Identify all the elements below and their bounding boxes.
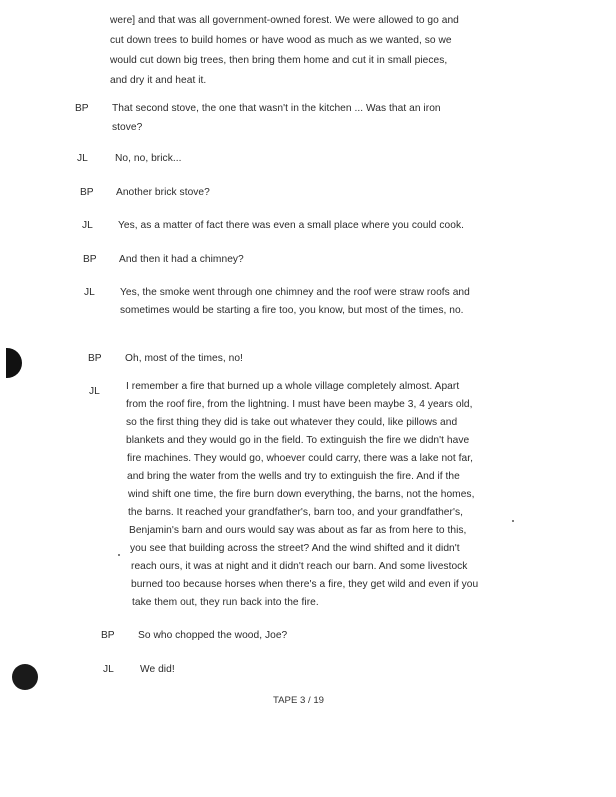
text-line: were] and that was all government-owned forest. We were allowed to go and bbox=[110, 15, 459, 26]
speaker-label: BP bbox=[101, 630, 115, 641]
text-line: blankets and they would go in the field. To extinguish the fire we didn't have bbox=[126, 435, 470, 446]
speaker-label: JL bbox=[77, 153, 88, 164]
text-line: take them out, they run back into the fire. bbox=[132, 597, 319, 608]
speaker-label: JL bbox=[84, 287, 95, 298]
text-line: We did! bbox=[140, 664, 175, 675]
text-line: Yes, the smoke went through one chimney and the roof were straw roofs and bbox=[120, 287, 470, 298]
text-line: would cut down big trees, then bring them home and cut it in small pieces, bbox=[110, 55, 448, 66]
text-line: Oh, most of the times, no! bbox=[125, 353, 243, 364]
text-line: the barns. It reached your grandfather's, barn too, and your grandfather's, bbox=[128, 507, 463, 518]
scan-speck bbox=[512, 520, 514, 522]
text-line: and bring the water from the wells and try to extinguish the fire. And if the bbox=[127, 471, 460, 482]
text-line: reach ours, it was at night and it didn't reach our barn. And some livestock bbox=[131, 561, 468, 572]
text-line: from the roof fire, from the lightning. I must have been maybe 3, 4 years old, bbox=[126, 399, 473, 410]
binder-clip-mark bbox=[6, 348, 22, 378]
speaker-label: JL bbox=[89, 386, 100, 397]
speaker-label: BP bbox=[88, 353, 102, 364]
text-line: sometimes would be starting a fire too, you know, but most of the times, no. bbox=[120, 305, 464, 316]
text-line: cut down trees to build homes or have wood as much as we wanted, so we bbox=[110, 35, 452, 46]
scan-speck bbox=[118, 554, 120, 556]
text-line: wind shift one time, the fire burn down everything, the barns, not the homes, bbox=[128, 489, 475, 500]
text-line: stove? bbox=[112, 122, 143, 133]
text-line: so the first thing they did is take out whatever they could, like pillows and bbox=[126, 417, 458, 428]
text-line: Benjamin's barn and ours would say was about as far as from here to this, bbox=[129, 525, 467, 536]
speaker-label: JL bbox=[103, 664, 114, 675]
speaker-label: BP bbox=[80, 187, 94, 198]
text-line: Another brick stove? bbox=[116, 187, 210, 198]
text-line: So who chopped the wood, Joe? bbox=[138, 630, 288, 641]
text-line: And then it had a chimney? bbox=[119, 254, 244, 265]
speaker-label: BP bbox=[83, 254, 97, 265]
speaker-label: JL bbox=[82, 220, 93, 231]
text-line: fire machines. They would go, whoever could carry, there was a lake not far, bbox=[127, 453, 474, 464]
speaker-label: BP bbox=[75, 103, 89, 114]
text-line: you see that building across the street? And the wind shifted and it didn't bbox=[130, 543, 460, 554]
page-number: TAPE 3 / 19 bbox=[273, 695, 325, 706]
text-line: burned too because horses when there's a fire, they get wild and even if you bbox=[131, 579, 479, 590]
text-line: I remember a fire that burned up a whole village completely almost. Apart bbox=[126, 381, 460, 392]
punch-hole-mark bbox=[12, 664, 38, 690]
text-line: No, no, brick... bbox=[115, 153, 182, 164]
text-line: Yes, as a matter of fact there was even a small place where you could cook. bbox=[118, 220, 464, 231]
text-line: That second stove, the one that wasn't in the kitchen ... Was that an iron bbox=[112, 103, 441, 114]
text-line: and dry it and heat it. bbox=[110, 75, 207, 86]
